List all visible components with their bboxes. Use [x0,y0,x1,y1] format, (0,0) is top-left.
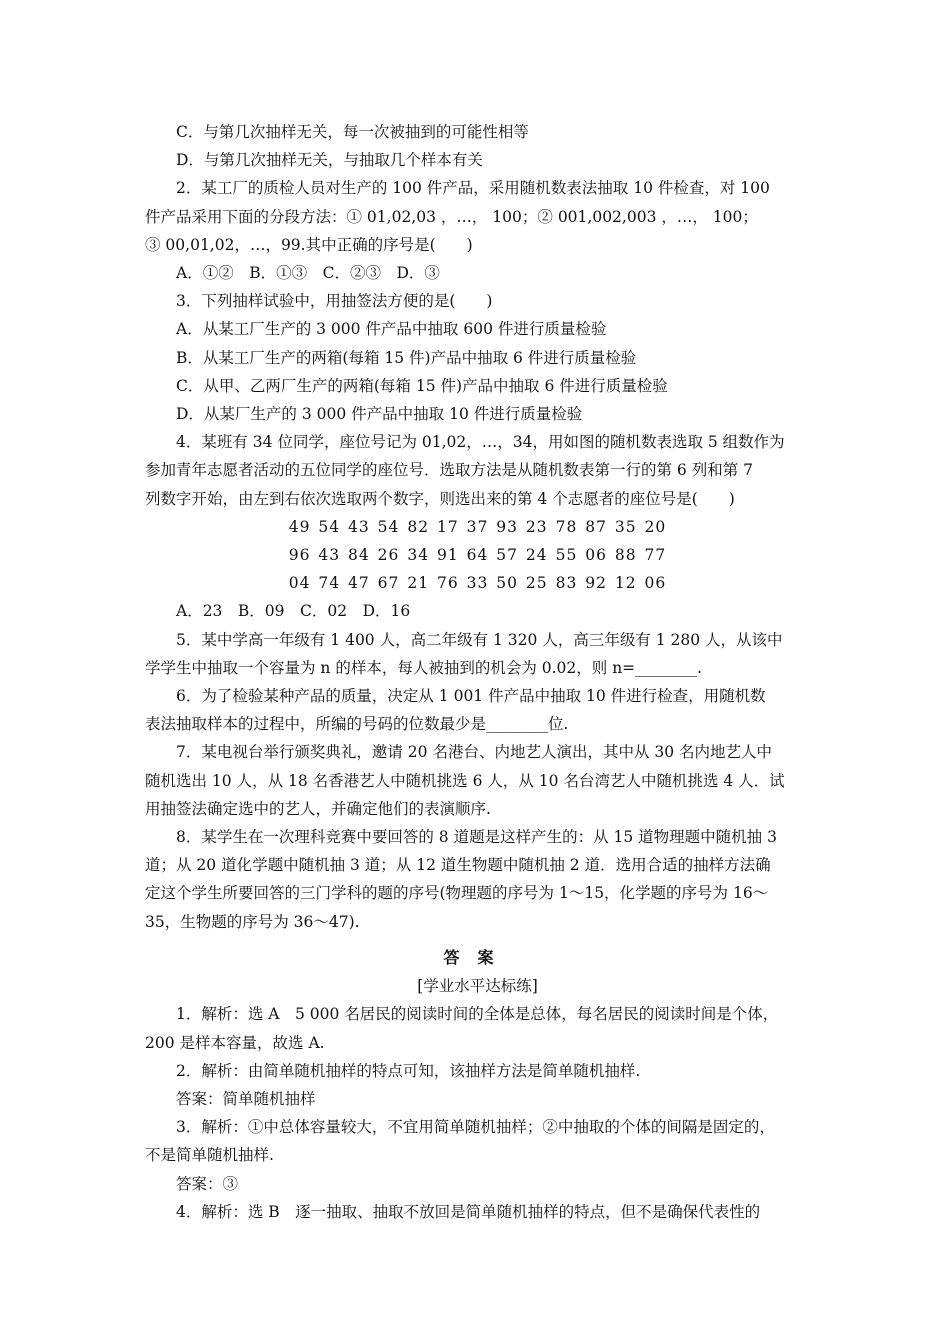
q3-option-a: A．从某工厂生产的 3 000 件产品中抽取 600 件进行质量检验 [176,320,607,339]
a3-line-2: 不是简单随机抽样. [145,1146,274,1165]
q3-option-b: B．从某工厂生产的两箱(每箱 15 件)产品中抽取 6 件进行质量检验 [176,348,637,367]
q8-line-4: 35，生物题的序号为 36～47). [145,912,360,931]
answers-heading: 答案 [443,947,512,967]
a4-line-1: 4．解析：选 B 逐一抽取、抽取不放回是简单随机抽样的特点，但不是确保代表性的 [176,1202,761,1221]
q7-line-3: 用抽签法确定选中的艺人，并确定他们的表演顺序. [145,799,491,818]
q8-line-1: 8．某学生在一次理科竞赛中要回答的 8 道题是这样产生的：从 15 道物理题中随机抽 3 [176,828,777,847]
q5-line-2: 学学生中抽取一个容量为 n 的样本，每人被抽到的机会为 0.02，则 n=________. [145,658,703,677]
document-page [145,118,810,1226]
a2-line-1: 2．解析：由简单随机抽样的特点可知，该抽样方法是简单随机抽样. [176,1061,641,1080]
a1-line-2: 200 是样本容量，故选 A. [145,1033,325,1052]
a3-line-1: 3．解析：①中总体容量较大，不宜用简单随机抽样；②中抽取的个体的间隔是固定的， [176,1118,775,1137]
random-table-row-1: 49 54 43 54 82 17 37 93 23 78 87 35 20 [288,517,667,536]
a1-line-1: 1．解析：选 A 5 000 名居民的阅读时间的全体是总体，每名居民的阅读时间是个体， [176,1005,779,1024]
random-table-row-2: 96 43 84 26 34 91 64 57 24 55 06 88 77 [288,546,667,565]
q6-line-2: 表法抽取样本的过程中，所编的号码的位数最少是________位. [145,715,569,734]
q8-line-2: 道；从 20 道化学题中随机抽 3 道；从 12 道生物题中随机抽 2 道．选用合适的抽样方法确 [145,856,771,875]
q7-line-2: 随机选出 10 人，从 18 名香港艺人中随机挑选 6 人，从 10 名台湾艺人中随机挑选 4 人．试 [145,771,785,790]
q3-stem: 3．下列抽样试验中，用抽签法方便的是( ) [176,292,493,311]
q5-line-1: 5．某中学高一年级有 1 400 人，高二年级有 1 320 人，高三年级有 1 280 人，从该中 [176,630,783,649]
q4-options: A．23 B．09 C．02 D．16 [176,602,411,621]
q4-line-2: 参加青年志愿者活动的五位同学的座位号．选取方法是从随机数表第一行的第 6 列和第 7 [145,461,754,480]
q2-options: A．①② B．①③ C．②③ D．③ [176,264,440,283]
q4-line-3: 列数字开始，由左到右依次选取两个数字，则选出来的第 4 个志愿者的座位号是( ) [145,489,735,508]
random-table-row-3: 04 74 47 67 21 76 33 50 25 83 92 12 06 [288,574,667,593]
a2-answer: 答案：简单随机抽样 [176,1089,316,1108]
answers-subheading: [学业水平达标练] [417,977,538,996]
q1-option-d: D．与第几次抽样无关，与抽取几个样本有关 [176,151,483,170]
q4-line-1: 4．某班有 34 位同学，座位号记为 01,02，…，34，用如图的随机数表选取 5 组数作为 [176,433,785,452]
q2-line-1: 2．某工厂的质检人员对生产的 100 件产品，采用随机数表法抽取 10 件检查，对 100 [176,179,770,198]
q2-line-3: ③ 00,01,02，…，99.其中正确的序号是( ) [145,235,473,254]
q7-line-1: 7．某电视台举行颁奖典礼，邀请 20 名港台、内地艺人演出，其中从 30 名内地艺人中 [176,743,773,762]
q1-option-c: C．与第几次抽样无关，每一次被抽到的可能性相等 [176,123,529,141]
q6-line-1: 6．为了检验某种产品的质量，决定从 1 001 件产品中抽取 10 件进行检查，用随机数 [176,687,766,706]
a3-answer: 答案：③ [176,1174,239,1193]
q3-option-c: C．从甲、乙两厂生产的两箱(每箱 15 件)产品中抽取 6 件进行质量检验 [176,376,668,395]
q2-line-2: 件产品采用下面的分段方法：① 01,02,03 ，…， 100；② 001,002,003 ，…， 100； [145,207,758,226]
q8-line-3: 定这个学生所要回答的三门学科的题的序号(物理题的序号为 1～15，化学题的序号为 16～ [145,884,769,903]
q3-option-d: D．从某厂生产的 3 000 件产品中抽取 10 件进行质量检验 [176,405,583,424]
